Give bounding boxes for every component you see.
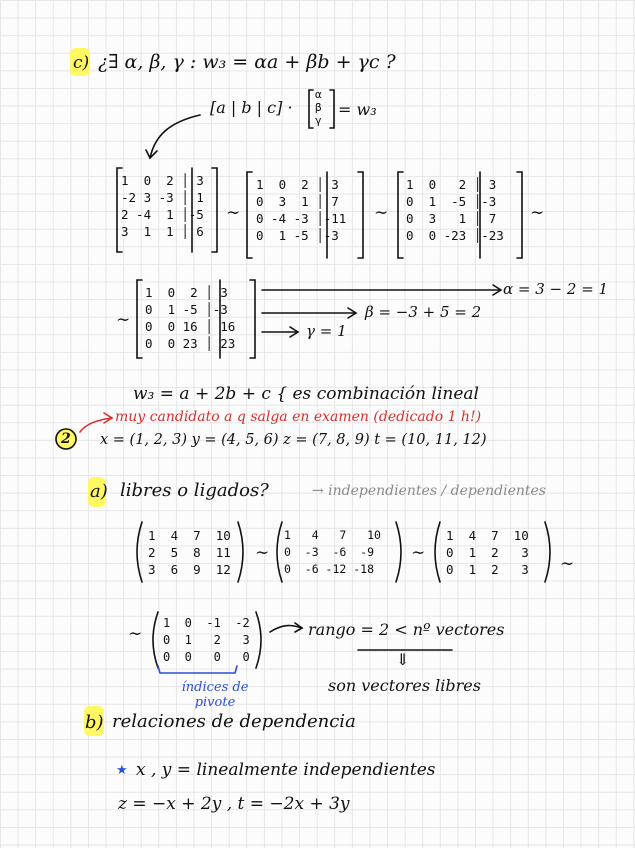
m2-row: 0 -4 -3 │-11 <box>256 211 347 226</box>
matrix-m1 <box>121 172 204 240</box>
b-bullet: ★ <box>116 763 128 778</box>
n2-row: 0 -3 -6 -9 <box>284 545 375 559</box>
sim-4: ∼ <box>116 310 131 330</box>
m4-row: 0 1 -5 │-3 <box>145 302 228 317</box>
free-conclusion: son vectores libres <box>328 676 481 695</box>
vec-alpha: α <box>315 88 322 101</box>
sim-1: ∼ <box>226 203 241 223</box>
m3-row: 0 3 1 │ 7 <box>406 211 497 226</box>
implies-arrow: ⇓ <box>396 650 410 669</box>
beta-value: β = −3 + 5 = 2 <box>365 303 482 321</box>
matrix-n3 <box>446 527 529 578</box>
m4-row: 0 0 23 │ 23 <box>145 336 236 351</box>
matrix-n2 <box>284 527 381 578</box>
n3-row: 0 1 2 3 <box>446 562 529 577</box>
gamma-value: γ = 1 <box>306 322 347 340</box>
n2-row: 0 -6 -12 -18 <box>284 562 375 576</box>
vec-beta: β <box>315 101 322 114</box>
system-lhs: [a | b | c] · <box>210 98 293 117</box>
matrix-m4 <box>145 284 235 352</box>
vec-gamma: γ <box>315 114 322 127</box>
m2-row: 0 1 -5 │-3 <box>256 228 339 243</box>
m1-row: -2 3 -3 │ 1 <box>121 190 204 205</box>
n4-row: 1 0 -1 -2 <box>163 616 250 630</box>
sim-n1: ∼ <box>255 543 270 563</box>
rank-statement: rango = 2 < nº vectores <box>308 620 505 639</box>
part-a-question: libres o ligados? <box>120 480 269 501</box>
m3-row: 0 0 -23 │-23 <box>406 228 504 243</box>
matrix-m2 <box>256 176 346 244</box>
m2-row: 0 3 1 │ 7 <box>256 194 339 209</box>
m3-row: 0 1 -5 │-3 <box>406 194 497 209</box>
sim-n3: ∼ <box>560 554 575 574</box>
b-line-1: x , y = linealmente independientes <box>136 760 436 780</box>
m4-row: 1 0 2 │ 3 <box>145 285 228 300</box>
exercise-number: 2 <box>61 431 71 447</box>
matrix-m3 <box>406 176 504 244</box>
matrix-n1 <box>148 527 231 578</box>
n2-row: 1 4 7 10 <box>284 528 381 542</box>
m1-row: 2 -4 1 │-5 <box>121 207 204 222</box>
alpha-value: α = 3 − 2 = 1 <box>503 280 609 298</box>
n4-row: 0 1 2 3 <box>163 633 250 647</box>
m1-row: 3 1 1 │ 6 <box>121 224 204 239</box>
part-b-question: relaciones de dependencia <box>112 711 356 732</box>
n1-row: 1 4 7 10 <box>148 528 231 543</box>
part-b-label: b) <box>85 712 104 733</box>
matrix-n4 <box>163 615 250 666</box>
m3-row: 1 0 2 │ 3 <box>406 177 497 192</box>
part-a-label: a) <box>90 481 108 502</box>
n1-row: 2 5 8 11 <box>148 545 231 560</box>
m4-row: 0 0 16 │ 16 <box>145 319 236 334</box>
n4-row: 0 0 0 0 <box>163 650 250 664</box>
m1-row: 1 0 2 │ 3 <box>121 173 204 188</box>
part-c-question: ¿∃ α, β, γ : w₃ = αa + βb + γc ? <box>98 51 396 73</box>
exam-note: muy candidato a q salga en examen (dedicado 1 h!) <box>115 409 482 425</box>
n3-row: 1 4 7 10 <box>446 528 529 543</box>
part-c-conclusion: w₃ = a + 2b + c { es combinación lineal <box>133 384 479 404</box>
sim-n2: ∼ <box>411 543 426 563</box>
sim-2: ∼ <box>374 203 389 223</box>
system-rhs: = w₃ <box>338 100 377 119</box>
sim-3: ∼ <box>530 203 545 223</box>
part-a-grey-note: → independientes / dependientes <box>312 483 546 499</box>
m2-row: 1 0 2 │ 3 <box>256 177 339 192</box>
pivot-indices: índices de pivote <box>181 680 249 710</box>
n1-row: 3 6 9 12 <box>148 562 231 577</box>
part-c-label: c) <box>73 53 90 73</box>
coef-vector <box>315 88 322 127</box>
n3-row: 0 1 2 3 <box>446 545 529 560</box>
sim-n4: ∼ <box>128 624 143 644</box>
vectors-line: x = (1, 2, 3) y = (4, 5, 6) z = (7, 8, 9) t = (10, 11, 12) <box>100 432 487 448</box>
b-line-2: z = −x + 2y , t = −2x + 3y <box>118 794 350 814</box>
